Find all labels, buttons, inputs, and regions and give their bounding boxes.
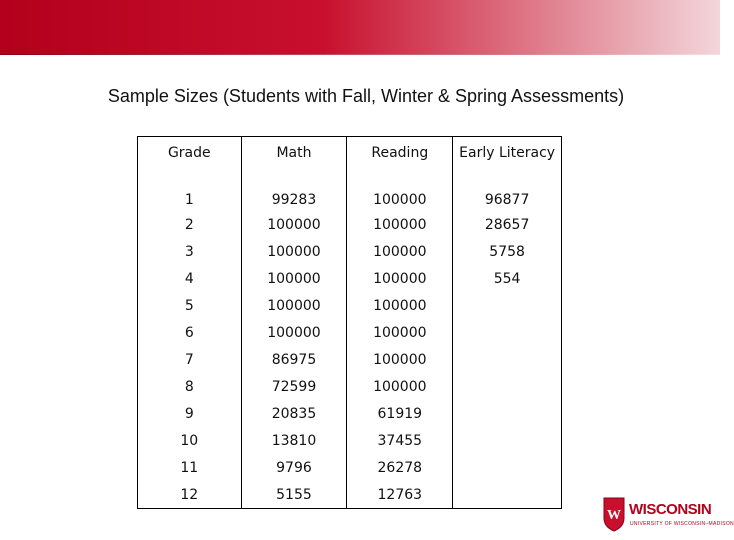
logo-wordmark: WISCONSIN [629, 501, 712, 518]
cell-math: 20835 [241, 400, 347, 427]
cell-grade: 8 [138, 373, 242, 400]
cell-math: 100000 [241, 238, 347, 265]
cell-reading: 100000 [347, 373, 453, 400]
cell-math: 100000 [241, 319, 347, 346]
table-row [138, 373, 562, 400]
cell-reading: 100000 [347, 189, 453, 211]
cell-grade: 9 [138, 400, 242, 427]
slide-title: Sample Sizes (Students with Fall, Winter & Spring Assessments) [107, 86, 625, 106]
cell-early-literacy [453, 400, 562, 427]
cell-grade: 2 [138, 211, 242, 238]
cell-early-literacy [453, 346, 562, 373]
cell-early-literacy [453, 373, 562, 400]
table-row [138, 400, 562, 427]
cell-grade: 12 [138, 481, 242, 509]
cell-grade: 11 [138, 454, 242, 481]
cell-grade: 10 [138, 427, 242, 454]
table-row [138, 319, 562, 346]
cell-math: 100000 [241, 265, 347, 292]
cell-math: 100000 [241, 292, 347, 319]
cell-early-literacy [453, 454, 562, 481]
cell-math: 5155 [241, 481, 347, 509]
cell-reading: 100000 [347, 292, 453, 319]
cell-math: 86975 [241, 346, 347, 373]
cell-reading: 100000 [347, 346, 453, 373]
cell-reading: 37455 [347, 427, 453, 454]
crest-letter: W [607, 508, 621, 523]
cell-reading: 61919 [347, 400, 453, 427]
header-banner [0, 0, 720, 54]
cell-grade: 3 [138, 238, 242, 265]
cell-grade: 1 [138, 189, 242, 211]
sample-sizes-table [137, 136, 562, 509]
cell-early-literacy [453, 481, 562, 509]
cell-grade: 5 [138, 292, 242, 319]
cell-math: 100000 [241, 211, 347, 238]
header-grade: Grade [138, 137, 242, 190]
cell-reading: 100000 [347, 265, 453, 292]
cell-reading: 100000 [347, 238, 453, 265]
cell-math: 9796 [241, 454, 347, 481]
cell-reading: 100000 [347, 319, 453, 346]
table-row [138, 189, 562, 211]
header-math: Math [241, 137, 347, 190]
header-early-literacy: Early Literacy [453, 137, 562, 190]
cell-early-literacy: 28657 [453, 211, 562, 238]
cell-math: 13810 [241, 427, 347, 454]
table-row [138, 238, 562, 265]
cell-early-literacy: 554 [453, 265, 562, 292]
wisconsin-logo [603, 496, 734, 534]
cell-grade: 6 [138, 319, 242, 346]
header-divider [0, 54, 720, 55]
cell-early-literacy: 96877 [453, 189, 562, 211]
cell-early-literacy [453, 427, 562, 454]
cell-early-literacy [453, 292, 562, 319]
table-row [138, 454, 562, 481]
logo-subtitle: UNIVERSITY OF WISCONSIN–MADISON [630, 521, 734, 527]
table-row [138, 346, 562, 373]
table-row [138, 265, 562, 292]
cell-early-literacy: 5758 [453, 238, 562, 265]
cell-reading: 100000 [347, 211, 453, 238]
table-row [138, 211, 562, 238]
table-row [138, 427, 562, 454]
header-reading: Reading [347, 137, 453, 190]
cell-grade: 7 [138, 346, 242, 373]
cell-math: 99283 [241, 189, 347, 211]
cell-reading: 12763 [347, 481, 453, 509]
table-row [138, 292, 562, 319]
cell-early-literacy [453, 319, 562, 346]
cell-reading: 26278 [347, 454, 453, 481]
table-row [138, 481, 562, 509]
cell-math: 72599 [241, 373, 347, 400]
crest-icon [603, 496, 625, 532]
table-header-row [138, 137, 562, 190]
cell-grade: 4 [138, 265, 242, 292]
